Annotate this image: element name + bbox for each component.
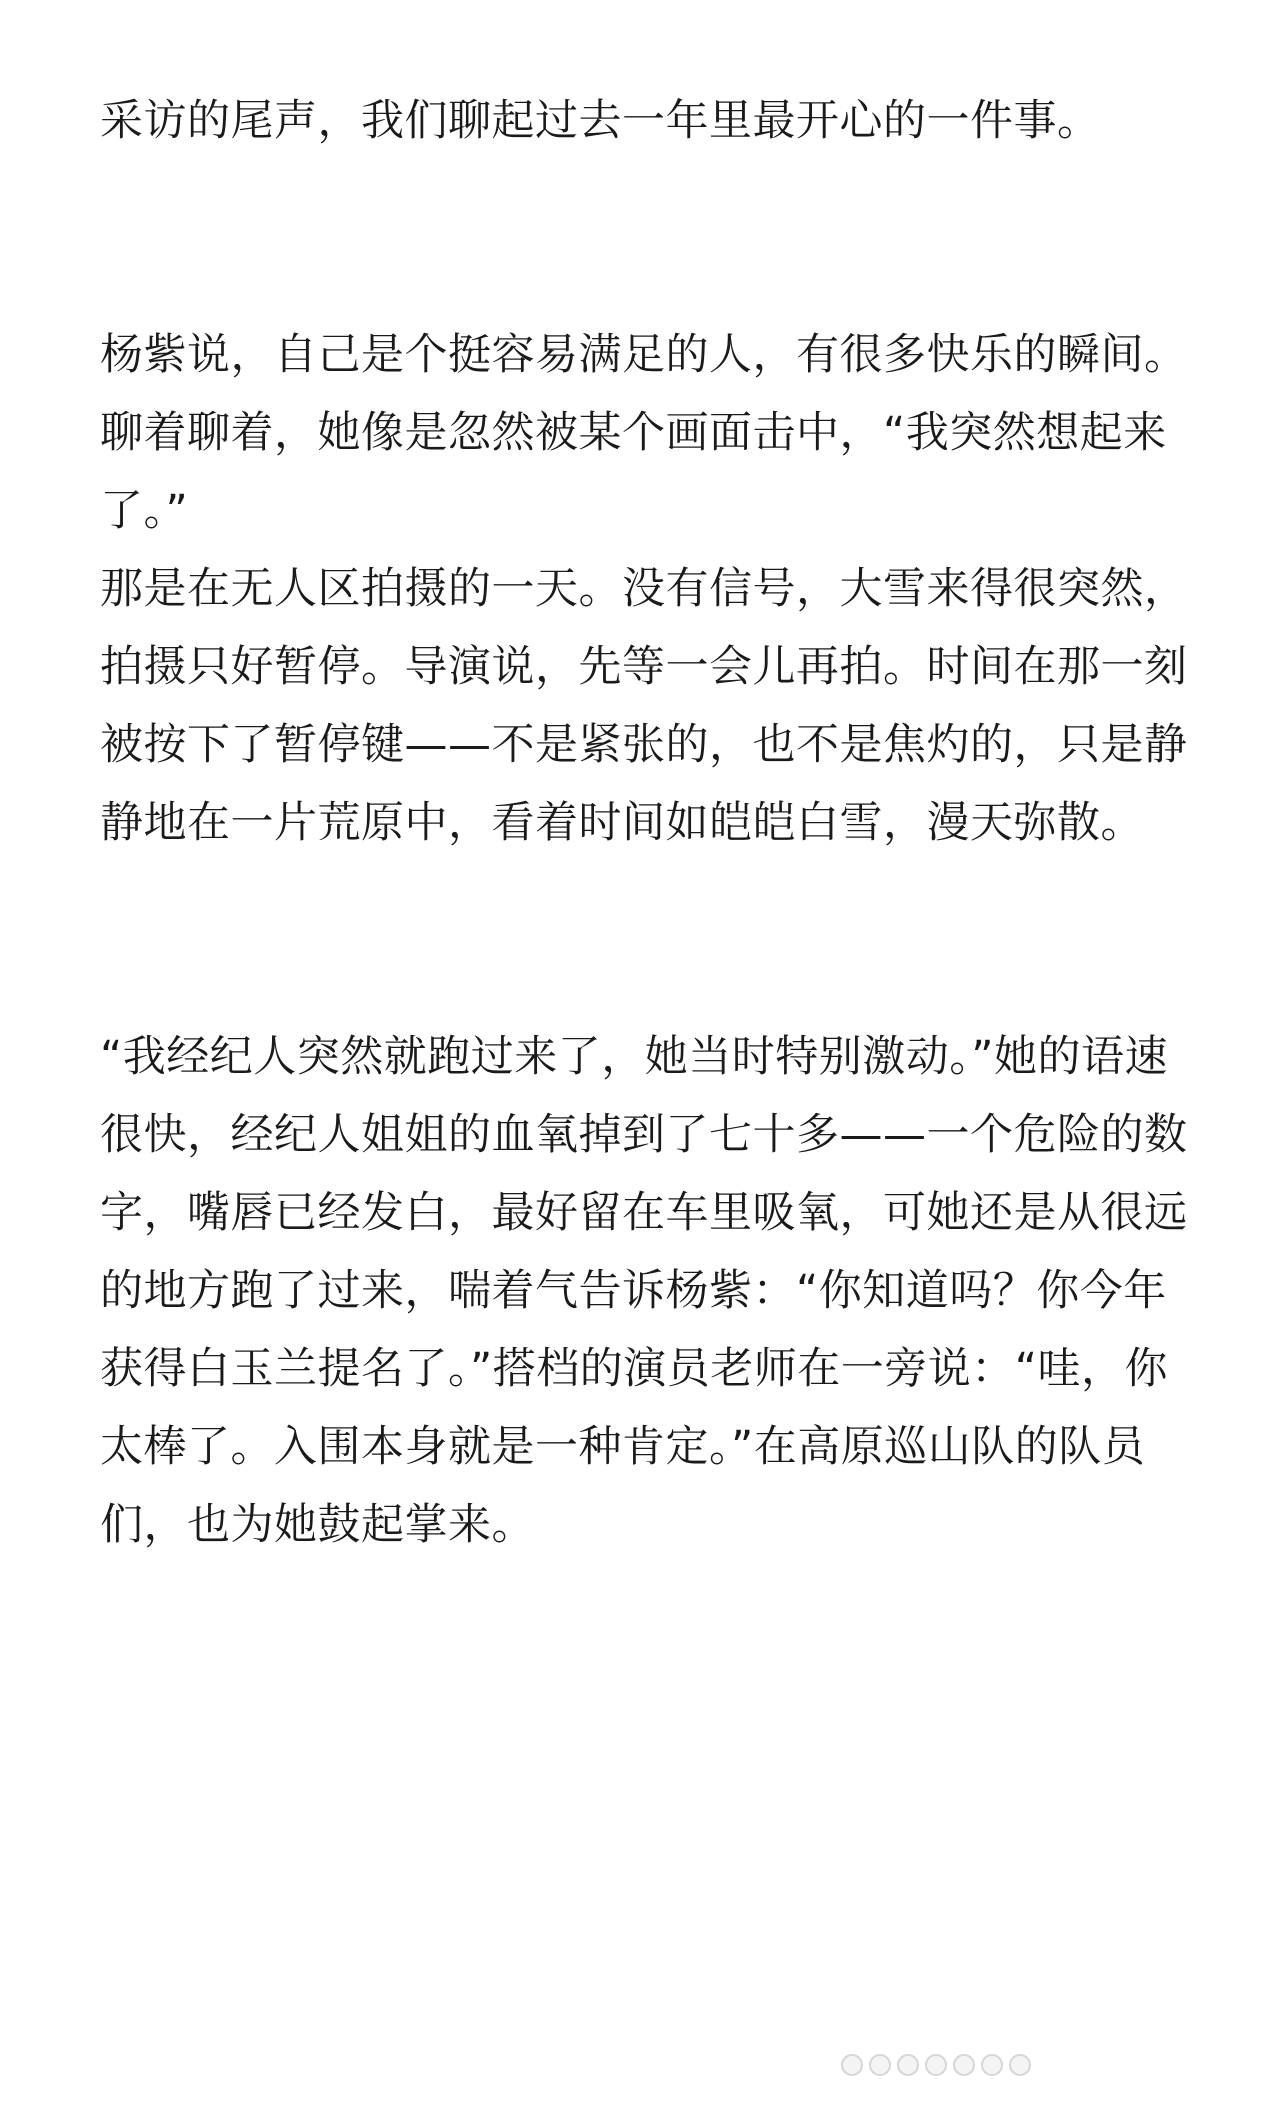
watermark-dot-icon: [869, 2054, 891, 2076]
watermark: [841, 2054, 1031, 2076]
paragraph-3: 那是在无人区拍摄的一天。没有信号，大雪来得很突然，拍摄只好暂停。导演说，先等一会儿再拍。时间在那一刻被按下了暂停键——不是紧张的，也不是焦灼的，只是静静地在一片荒原中，看着时间如皑皑白雪，漫天弥散。: [100, 564, 1188, 848]
watermark-dot-icon: [925, 2054, 947, 2076]
paragraph-spacer: [100, 862, 1190, 1018]
paragraph-2: 杨紫说，自己是个挺容易满足的人，有很多快乐的瞬间。聊着聊着，她像是忽然被某个画面击中，“我突然想起来了。”: [100, 330, 1188, 536]
watermark-dot-icon: [953, 2054, 975, 2076]
watermark-dot-icon: [1009, 2054, 1031, 2076]
paragraph-4: “我经纪人突然就跑过来了，她当时特别激动。”她的语速很快，经纪人姐姐的血氧掉到了七十多——一个危险的数字，嘴唇已经发白，最好留在车里吸氧，可她还是从很远的地方跑了过来，喘着气告诉杨紫：“你知道吗？你今年获得白玉兰提名了。”搭档的演员老师在一旁说：“哇，你太棒了。入围本身就是一种肯定。”在高原巡山队的队员们，也为她鼓起掌来。: [100, 1032, 1188, 1550]
paragraph-1: 采访的尾声，我们聊起过去一年里最开心的一件事。: [100, 96, 1101, 146]
article-body: [100, 82, 1190, 1564]
watermark-dot-icon: [981, 2054, 1003, 2076]
watermark-dot-icon: [897, 2054, 919, 2076]
paragraph-spacer: [100, 160, 1190, 316]
watermark-dot-icon: [841, 2054, 863, 2076]
